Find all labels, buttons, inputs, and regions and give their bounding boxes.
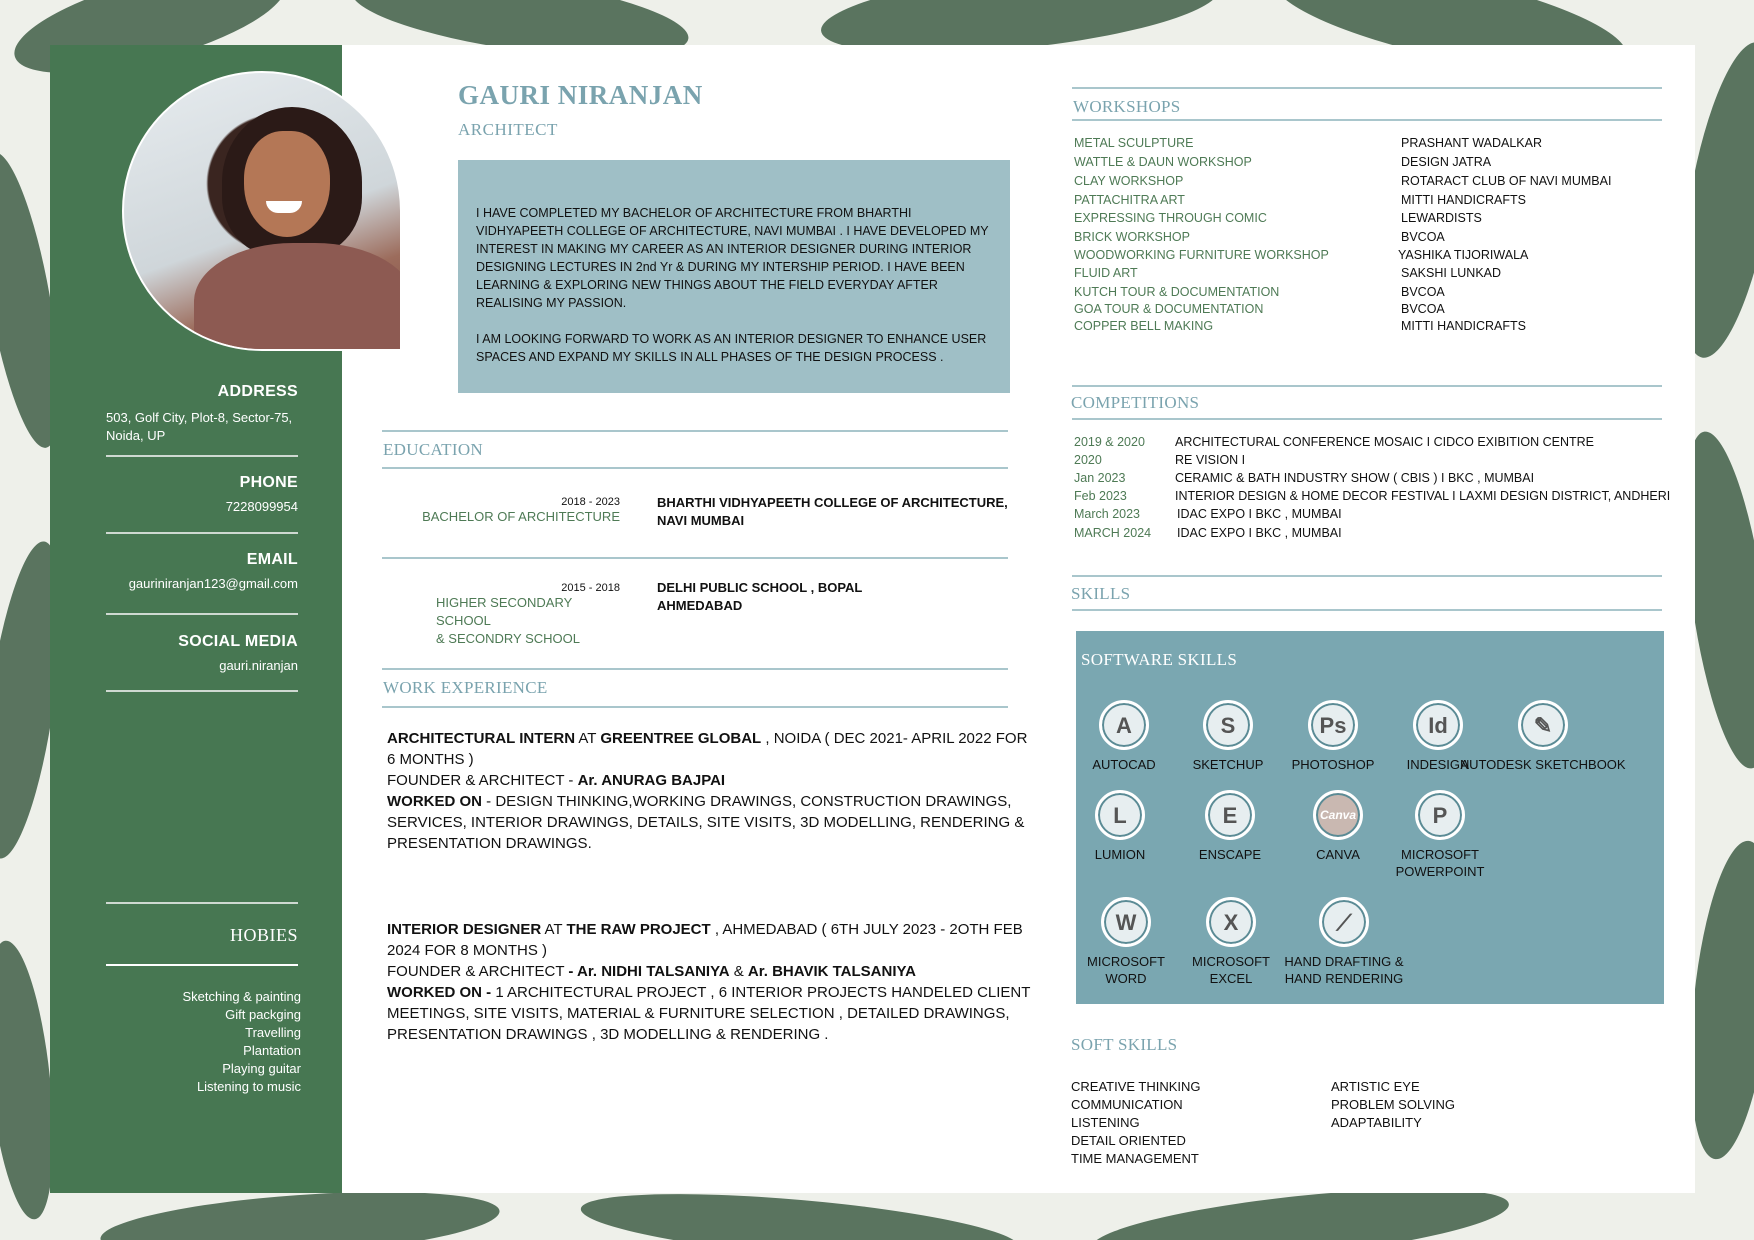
email-label: EMAIL: [246, 551, 298, 568]
workshop-name: METAL SCULPTURE: [1074, 136, 1194, 150]
workshop-org: BVCOA: [1401, 285, 1445, 299]
work-item: ARCHITECTURAL INTERN AT GREENTREE GLOBAL , NOIDA ( DEC 2021- APRIL 2022 FOR 6 MONTHS ) FOUNDER & ARCHITECT - Ar. ANURAG BAJPAI WORKED ON - DESIGN THINKING,WORKING DRAWINGS, CONSTRUCTION DRAWINGS, SERVICES, INTERIOR DRAWINGS, DETAILS, SITE VISITS, 3D MODELLING, RENDERING & PRESENTATION DRAWINGS.: [387, 730, 1028, 852]
software-skill-label: SKETCHUP: [1192, 757, 1264, 772]
competition-year: MARCH 2024: [1074, 526, 1152, 540]
software-skill: [1173, 700, 1283, 773]
education-school: DELHI PUBLIC SCHOOL , BOPAL AHMEDABAD: [657, 580, 863, 613]
about-paragraph-2: I AM LOOKING FORWARD TO WORK AS AN INTERIOR DESIGNER TO ENHANCE USER SPACES AND EXPAND MY SKILLS IN ALL PHASES OF THE DESIGN PROCESS .: [476, 332, 987, 364]
list-item: Listening to music: [196, 1079, 301, 1094]
workshop-name: KUTCH TOUR & DOCUMENTATION: [1074, 285, 1280, 299]
section-rule: [1072, 87, 1662, 89]
job-founder: Ar. ANURAG BAJPAI: [577, 772, 726, 789]
workshop-org: PRASHANT WADALKAR: [1401, 136, 1543, 150]
workshop-name: GOA TOUR & DOCUMENTATION: [1074, 302, 1264, 316]
address-label: ADDRESS: [217, 383, 298, 400]
social-label: SOCIAL MEDIA: [178, 633, 298, 650]
workshop-org: BVCOA: [1401, 302, 1445, 316]
competition-year: Feb 2023: [1074, 489, 1127, 503]
word-icon: W: [1101, 897, 1151, 947]
section-rule: [382, 668, 1008, 670]
skills-title: SKILLS: [1071, 584, 1131, 603]
workshops-title: WORKSHOPS: [1073, 97, 1181, 116]
excel-icon: X: [1206, 897, 1256, 947]
indesign-icon: Id: [1413, 700, 1463, 750]
software-skill-label: INDESIGN: [1406, 757, 1470, 772]
workshop-name: WOODWORKING FURNITURE WORKSHOP: [1074, 248, 1329, 262]
section-rule: [1072, 385, 1662, 387]
education-school: BHARTHI VIDHYAPEETH COLLEGE OF ARCHITECTURE, NAVI MUMBAI: [657, 495, 1008, 528]
workshop-org: DESIGN JATRA: [1401, 155, 1492, 169]
competition-event: RE VISION I: [1175, 453, 1246, 467]
section-rule: [1072, 418, 1662, 420]
software-skill: [1175, 790, 1285, 863]
social-block: [90, 633, 298, 675]
job-founder: Ar. BHAVIK TALSANIYA: [747, 963, 916, 980]
education-title: EDUCATION: [383, 440, 483, 459]
section-rule: [382, 706, 1008, 708]
section-rule: [1072, 609, 1662, 611]
sketchup-icon: S: [1203, 700, 1253, 750]
section-rule: [1072, 119, 1662, 121]
education-years: 2018 - 2023: [561, 496, 620, 508]
competition-event: IDAC EXPO I BKC , MUMBAI: [1177, 526, 1342, 540]
sidebar-divider: [106, 964, 298, 966]
sidebar-divider: [106, 532, 298, 534]
software-skills-title: SOFTWARE SKILLS: [1081, 650, 1238, 669]
hobies-label: HOBIES: [229, 925, 298, 945]
workshop-org: SAKSHI LUNKAD: [1401, 266, 1502, 280]
sidebar-divider: [106, 613, 298, 615]
workshop-org: MITTI HANDICRAFTS: [1401, 319, 1526, 333]
competition-event: ARCHITECTURAL CONFERENCE MOSAIC I CIDCO EXIBITION CENTRE: [1175, 435, 1595, 449]
soft-skills-col1: [1071, 1078, 1201, 1168]
list-item: Playing guitar: [222, 1061, 301, 1076]
software-skill-label: HAND DRAFTING &: [1284, 954, 1404, 969]
software-skill-label: PHOTOSHOP: [1291, 757, 1375, 772]
powerpoint-icon: P: [1415, 790, 1465, 840]
section-rule: [1072, 575, 1662, 577]
software-skill: [1176, 897, 1286, 987]
software-skill: [1071, 897, 1181, 987]
software-skill-label: AUTOCAD: [1092, 757, 1156, 772]
workshop-name: EXPRESSING THROUGH COMIC: [1074, 211, 1267, 225]
workshop-org: ROTARACT CLUB OF NAVI MUMBAI: [1401, 174, 1612, 188]
lumion-icon: L: [1095, 790, 1145, 840]
workshop-org: LEWARDISTS: [1401, 211, 1482, 225]
education-degree: HIGHER SECONDARY SCHOOL: [436, 595, 573, 628]
sketchbook-icon: ✎: [1518, 700, 1568, 750]
software-skill-label: CANVA: [1316, 847, 1360, 862]
software-skill-label: ENSCAPE: [1198, 847, 1262, 862]
job-role: ARCHITECTURAL INTERN: [387, 730, 576, 747]
job-company: THE RAW PROJECT: [566, 921, 711, 938]
email-block: [90, 551, 298, 593]
sidebar-divider: [106, 690, 298, 692]
competitions-title: COMPETITIONS: [1071, 393, 1200, 412]
person-role: ARCHITECT: [458, 120, 558, 139]
workshop-name: COPPER BELL MAKING: [1074, 319, 1214, 333]
autocad-icon: A: [1099, 700, 1149, 750]
list-item: COMMUNICATION: [1071, 1097, 1183, 1112]
person-name: GAURI NIRANJAN: [458, 80, 703, 110]
job-role: INTERIOR DESIGNER: [387, 921, 542, 938]
soft-skills-title: SOFT SKILLS: [1071, 1035, 1178, 1054]
list-item: ADAPTABILITY: [1331, 1115, 1422, 1130]
competition-event: IDAC EXPO I BKC , MUMBAI: [1177, 507, 1342, 521]
work-item: INTERIOR DESIGNER AT THE RAW PROJECT , AHMEDABAD ( 6TH JULY 2023 - 2OTH FEB 2024 FOR 8 MONTHS ) FOUNDER & ARCHITECT - Ar. NIDHI TALSANIYA & Ar. BHAVIK TALSANIYA WORKED ON - 1 ARCHITECTURAL PROJECT , 6 INTERIOR PROJECTS HANDELED CLIENT MEETINGS, SITE VISITS, MATERIAL & FURNITURE SELECTION , DETAILED DRAWINGS, PRESENTATION DRAWINGS , 3D MODELLING & RENDERING .: [387, 921, 1031, 1043]
workshop-name: PATTACHITRA ART: [1074, 193, 1185, 207]
work-title: WORK EXPERIENCE: [383, 678, 548, 697]
software-skill: [1448, 700, 1638, 773]
job-description: 1 ARCHITECTURAL PROJECT , 6 INTERIOR PROJECTS HANDELED CLIENT MEETINGS, SITE VISITS, MATERIAL & FURNITURE SELECTION , DETAILED DRAWINGS, PRESENTATION DRAWINGS , 3D MODELLING & RENDERING .: [387, 984, 1031, 1043]
workshop-name: CLAY WORKSHOP: [1074, 174, 1184, 188]
list-item: DETAIL ORIENTED: [1071, 1133, 1186, 1148]
list-item: ARTISTIC EYE: [1331, 1079, 1420, 1094]
sidebar-divider: [106, 902, 298, 904]
canva-icon: Canva: [1313, 790, 1363, 840]
job-description: - DESIGN THINKING,WORKING DRAWINGS, CONSTRUCTION DRAWINGS, SERVICES, INTERIOR DRAWINGS, DETAILS, SITE VISITS, 3D MODELLING, RENDERING & PRESENTATION DRAWINGS.: [387, 793, 1025, 852]
software-skill-label: WORD: [1105, 971, 1147, 986]
photoshop-icon: Ps: [1308, 700, 1358, 750]
list-item: Travelling: [245, 1025, 301, 1040]
education-degree: & SECONDRY SCHOOL: [436, 631, 581, 646]
address-block: [90, 383, 298, 445]
competition-event: INTERIOR DESIGN & HOME DECOR FESTIVAL I LAXMI DESIGN DISTRICT, ANDHERI: [1175, 489, 1671, 503]
about-box: [458, 160, 1010, 393]
software-skill: [1274, 897, 1414, 987]
list-item: Plantation: [243, 1043, 301, 1058]
software-skill: [1355, 790, 1525, 880]
email-value: gauriniranjan123@gmail.com: [128, 576, 298, 591]
list-item: TIME MANAGEMENT: [1071, 1151, 1199, 1166]
social-value: gauri.niranjan: [219, 658, 298, 673]
workshop-org: YASHIKA TIJORIWALA: [1398, 248, 1529, 262]
phone-value: 7228099954: [225, 499, 298, 514]
software-skill-label: EXCEL: [1209, 971, 1253, 986]
drafting-icon: ⟋: [1319, 897, 1369, 947]
sidebar-divider: [106, 455, 298, 457]
workshop-name: WATTLE & DAUN WORKSHOP: [1074, 155, 1252, 169]
about-paragraph-1: I HAVE COMPLETED MY BACHELOR OF ARCHITECTURE FROM BHARTHI VIDHYAPEETH COLLEGE OF ARCHITECTURE, NAVI MUMBAI . I HAVE DEVELOPED MY INTEREST IN MAKING MY CAREER AS AN INTERIOR DESIGNER DURING INTERIOR DESIGNING LECTURES IN 2nd Yr & DURING MY INTERSHIP PERIOD. I HAVE BEEN LEARNING & EXPLORING NEW THINGS ABOUT THE FIELD EVERYDAY AFTER REALISING MY PASSION.: [476, 206, 989, 310]
workshop-org: BVCOA: [1401, 230, 1445, 244]
education-years: 2015 - 2018: [561, 582, 620, 594]
competition-year: 2020: [1074, 453, 1102, 467]
software-skill-label: MICROSOFT POWERPOINT: [1395, 847, 1485, 879]
list-item: PROBLEM SOLVING: [1331, 1097, 1456, 1112]
workshop-org: MITTI HANDICRAFTS: [1401, 193, 1526, 207]
job-company: GREENTREE GLOBAL: [600, 730, 762, 747]
phone-block: [90, 474, 298, 516]
section-rule: [382, 557, 1008, 559]
software-skill: [1278, 700, 1388, 773]
education-degree: BACHELOR OF ARCHITECTURE: [422, 509, 620, 524]
enscape-icon: E: [1205, 790, 1255, 840]
software-skill: [1065, 790, 1175, 863]
software-skill-label: MICROSOFT: [1192, 954, 1270, 969]
soft-skills-col2: [1331, 1078, 1455, 1132]
profile-photo: [122, 71, 402, 351]
section-rule: [382, 430, 1008, 432]
hobby-list: [90, 988, 301, 1096]
competition-year: Jan 2023: [1074, 471, 1126, 485]
job-founder: - Ar. NIDHI TALSANIYA: [568, 963, 730, 980]
list-item: CREATIVE THINKING: [1071, 1079, 1201, 1094]
address-line1: 503, Golf City, Plot-8, Sector-75,: [106, 410, 293, 425]
software-skill-label: MICROSOFT: [1087, 954, 1165, 969]
list-item: Gift packging: [225, 1007, 301, 1022]
software-skill-label: LUMION: [1094, 847, 1146, 862]
address-line2: Noida, UP: [106, 428, 166, 443]
phone-label: PHONE: [239, 474, 298, 491]
software-skill-label: AUTODESK SKETCHBOOK: [1460, 757, 1626, 772]
list-item: Sketching & painting: [182, 989, 301, 1004]
education-item: [390, 496, 620, 526]
competition-year: March 2023: [1074, 507, 1141, 521]
education-item: [390, 582, 620, 648]
software-skill-label: HAND RENDERING: [1284, 971, 1404, 986]
workshop-name: FLUID ART: [1074, 266, 1138, 280]
section-rule: [382, 467, 1008, 469]
list-item: LISTENING: [1071, 1115, 1140, 1130]
competition-year: 2019 & 2020: [1074, 435, 1145, 449]
software-skill: [1069, 700, 1179, 773]
workshop-name: BRICK WORKSHOP: [1074, 230, 1190, 244]
competition-event: CERAMIC & BATH INDUSTRY SHOW ( CBIS ) I BKC , MUMBAI: [1175, 471, 1535, 485]
